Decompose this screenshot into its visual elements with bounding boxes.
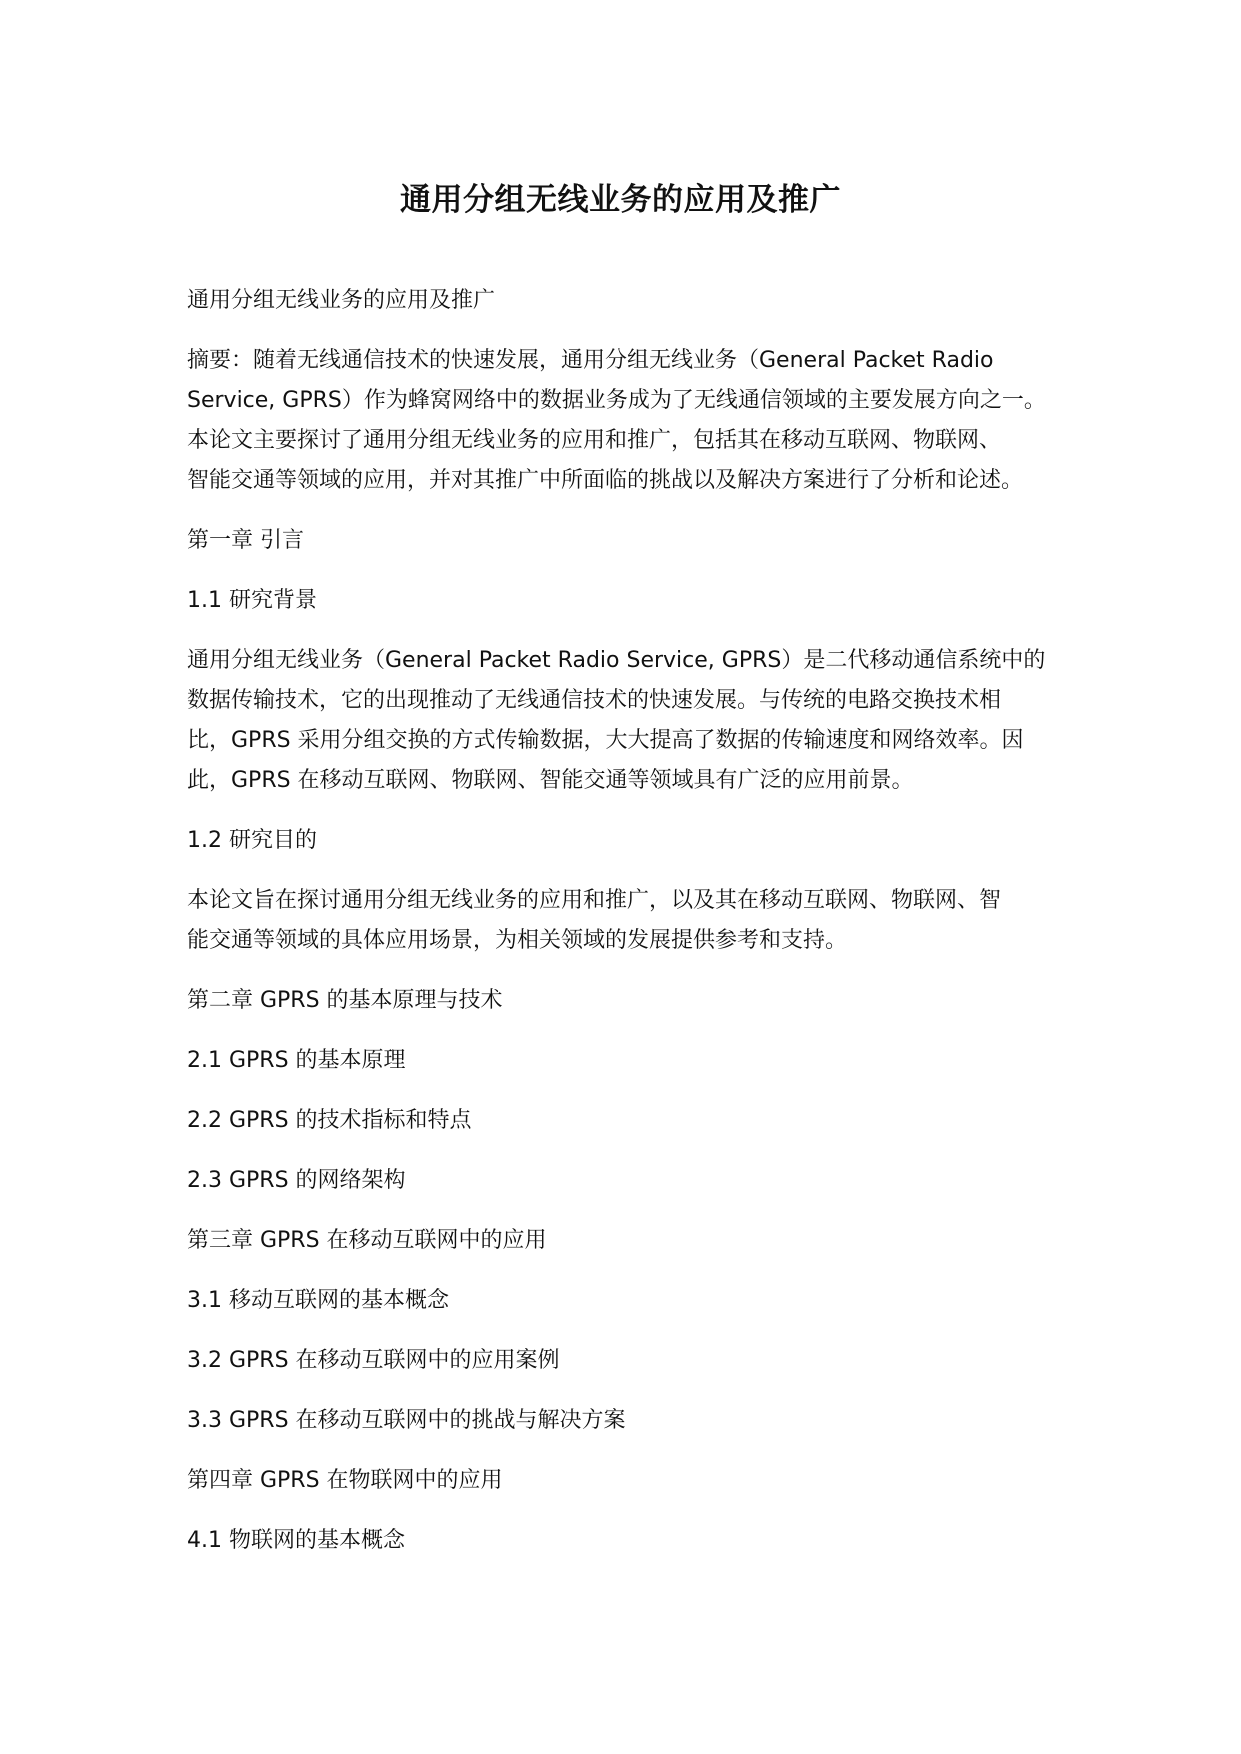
chapter-3-heading: 第三章 GPRS 在移动互联网中的应用 xyxy=(187,1228,547,1253)
purpose-paragraph xyxy=(187,881,1067,961)
section-2-3-heading: 2.3 GPRS 的网络架构 xyxy=(187,1168,406,1193)
purpose-line: 能交通等领域的具体应用场景，为相关领域的发展提供参考和支持。 xyxy=(187,928,848,953)
abstract-line: 摘要：随着无线通信技术的快速发展，通用分组无线业务（General Packet Radio xyxy=(187,348,994,373)
document-title: 通用分组无线业务的应用及推广 xyxy=(400,182,841,218)
chapter-2-heading: 第二章 GPRS 的基本原理与技术 xyxy=(187,988,503,1013)
chapter-1-heading: 第一章 引言 xyxy=(187,528,304,553)
section-3-2-heading: 3.2 GPRS 在移动互联网中的应用案例 xyxy=(187,1348,560,1373)
abstract-line: 本论文主要探讨了通用分组无线业务的应用和推广，包括其在移动互联网、物联网、 xyxy=(187,428,1002,453)
abstract-line: 智能交通等领域的应用，并对其推广中所面临的挑战以及解决方案进行了分析和论述。 xyxy=(187,468,1024,493)
section-4-1-heading: 4.1 物联网的基本概念 xyxy=(187,1528,405,1553)
background-line: 通用分组无线业务（General Packet Radio Service, GPRS）是二代移动通信系统中的 xyxy=(187,648,1046,673)
background-line: 此，GPRS 在移动互联网、物联网、智能交通等领域具有广泛的应用前景。 xyxy=(187,768,914,793)
subtitle-line: 通用分组无线业务的应用及推广 xyxy=(187,288,496,313)
section-1-2-heading: 1.2 研究目的 xyxy=(187,828,317,853)
purpose-line: 本论文旨在探讨通用分组无线业务的应用和推广，以及其在移动互联网、物联网、智 xyxy=(187,888,1002,913)
background-paragraph xyxy=(187,641,1067,801)
section-2-2-heading: 2.2 GPRS 的技术指标和特点 xyxy=(187,1108,472,1133)
section-3-1-heading: 3.1 移动互联网的基本概念 xyxy=(187,1288,449,1313)
document-body xyxy=(187,281,1067,1561)
background-line: 比，GPRS 采用分组交换的方式传输数据，大大提高了数据的传输速度和网络效率。因 xyxy=(187,728,1024,753)
chapter-4-heading: 第四章 GPRS 在物联网中的应用 xyxy=(187,1468,503,1493)
background-line: 数据传输技术，它的出现推动了无线通信技术的快速发展。与传统的电路交换技术相 xyxy=(187,688,1002,713)
abstract-paragraph xyxy=(187,341,1067,501)
section-2-1-heading: 2.1 GPRS 的基本原理 xyxy=(187,1048,406,1073)
abstract-line: Service, GPRS）作为蜂窝网络中的数据业务成为了无线通信领域的主要发展方向之一。 xyxy=(187,388,1046,413)
section-1-1-heading: 1.1 研究背景 xyxy=(187,588,317,613)
section-3-3-heading: 3.3 GPRS 在移动互联网中的挑战与解决方案 xyxy=(187,1408,626,1433)
